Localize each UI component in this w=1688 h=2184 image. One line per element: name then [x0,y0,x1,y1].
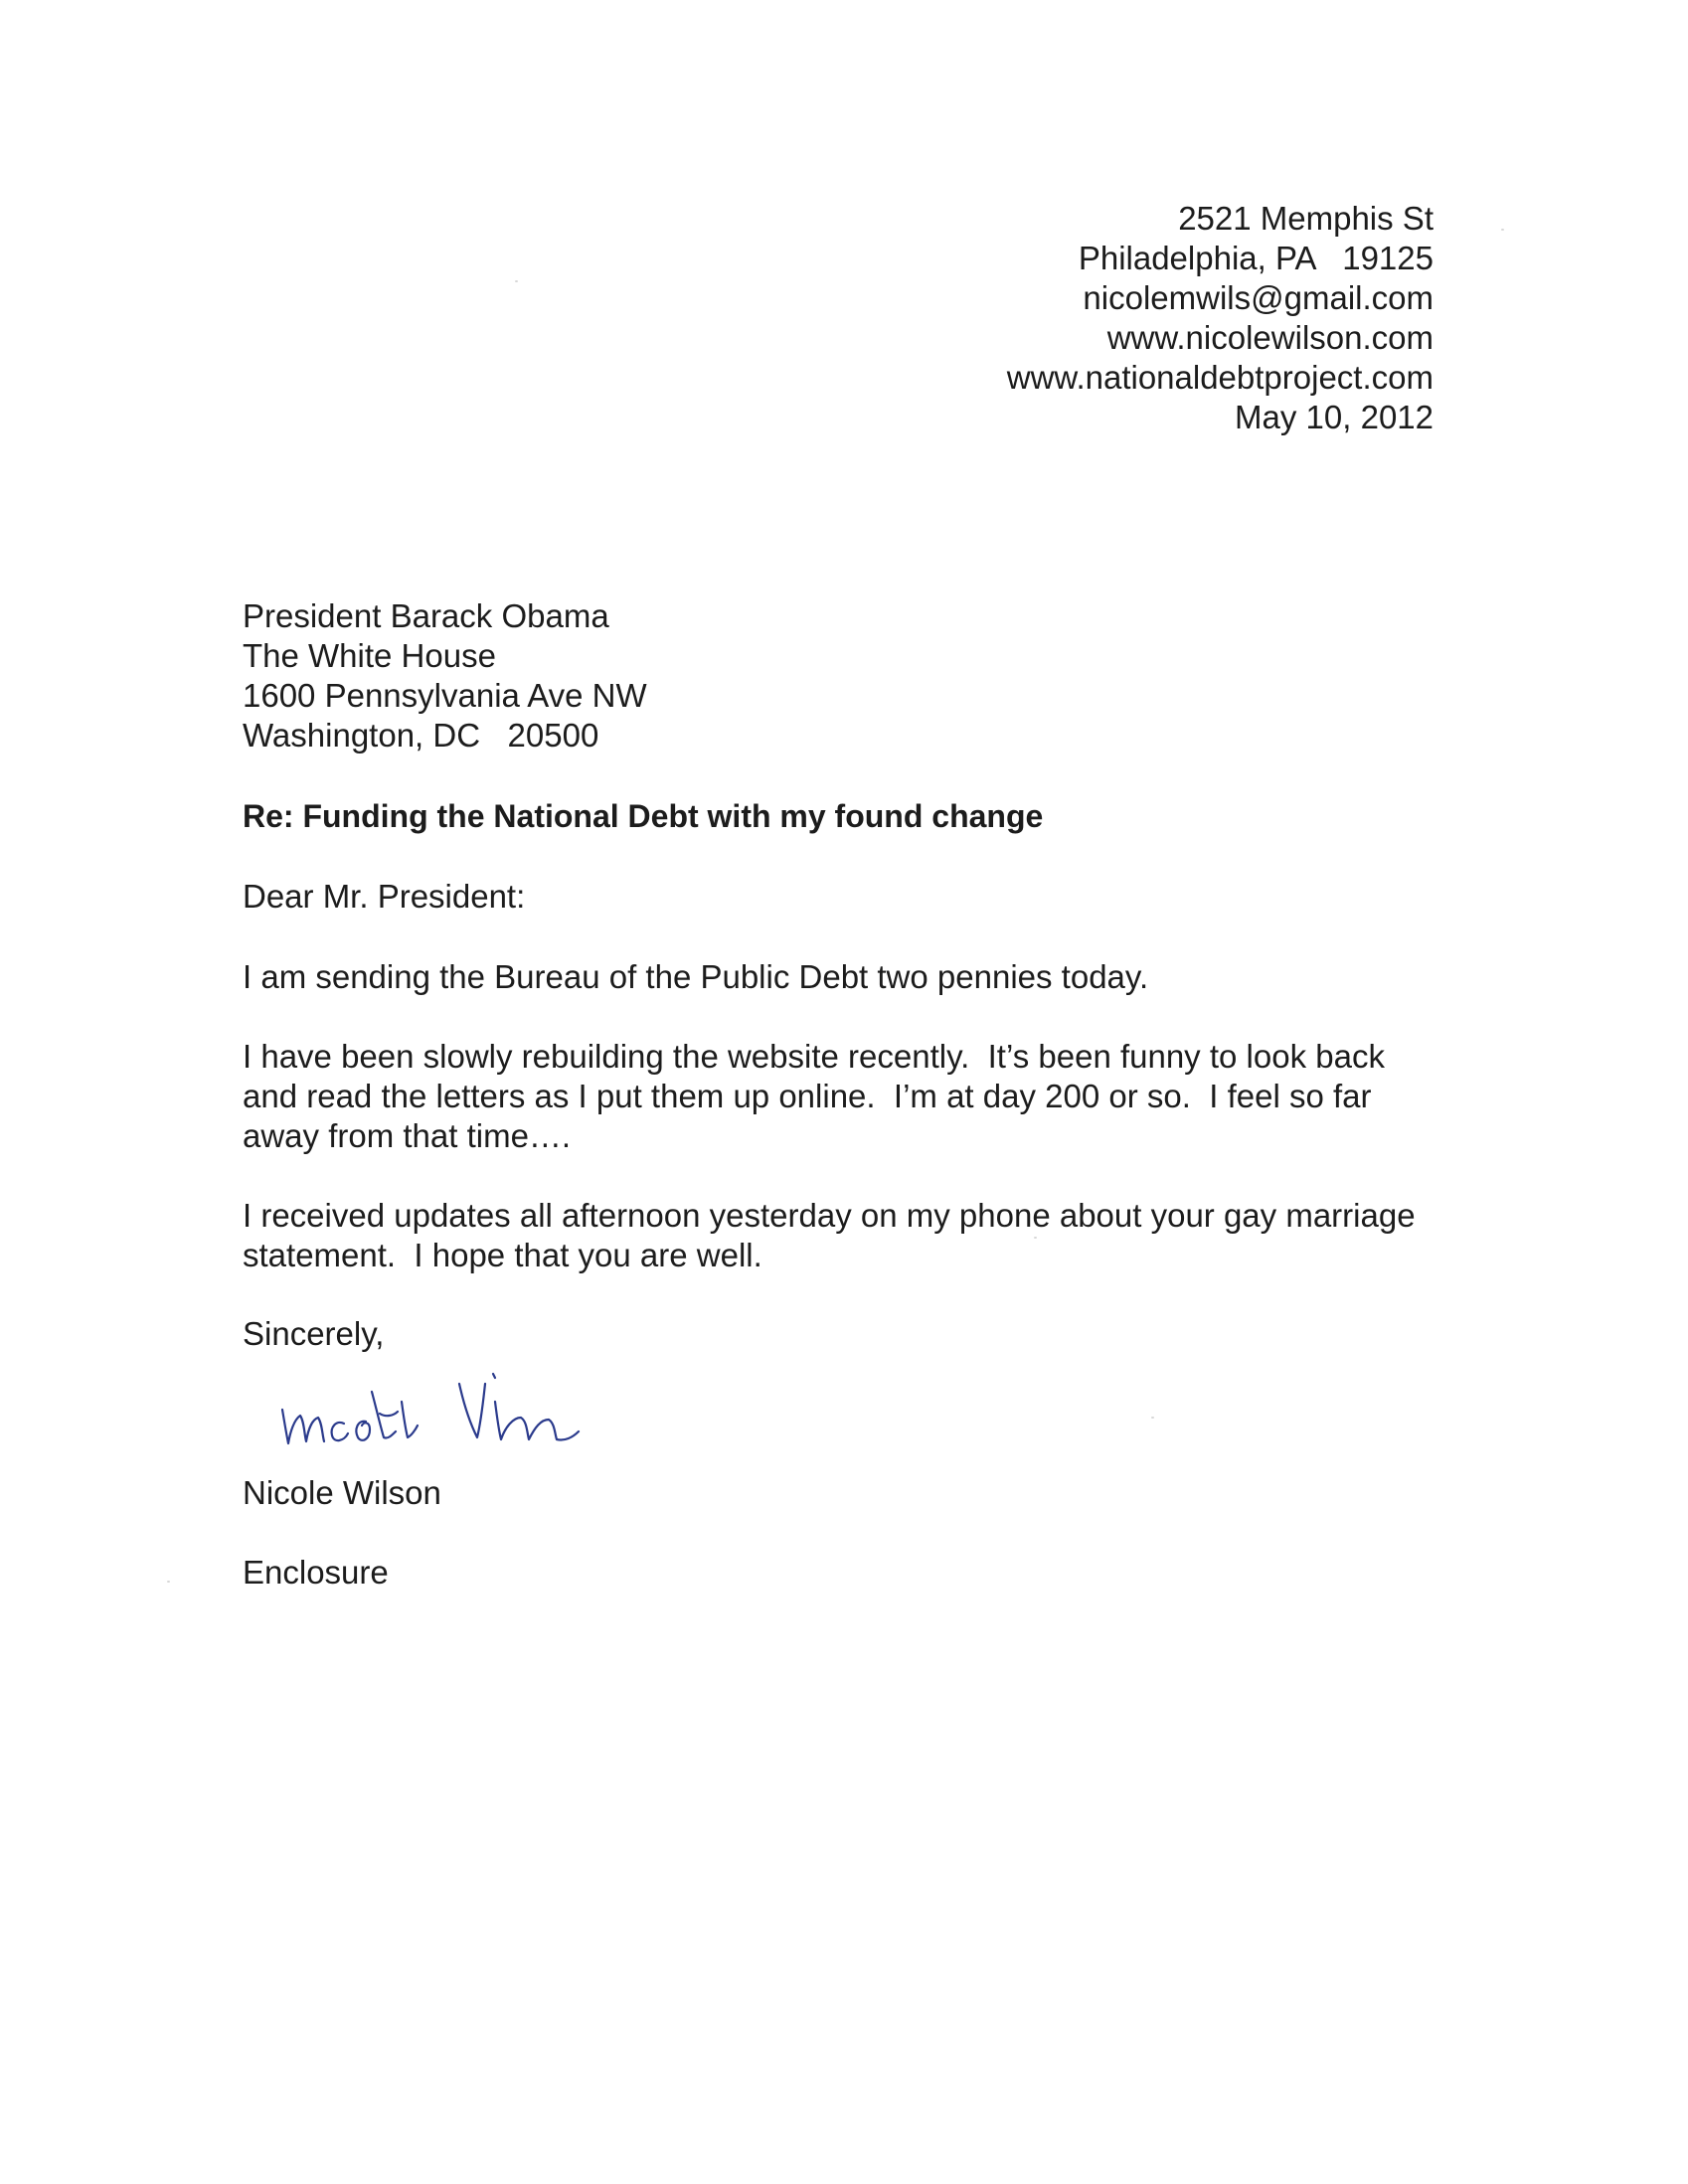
scan-speck [515,280,518,282]
body-paragraph-1 [243,957,1435,997]
body-line: I received updates all afternoon yesterday on my phone about your gay marriage [243,1197,1416,1234]
body-line: and read the letters as I put them up online. I’m at day 200 or so. I feel so far [243,1078,1372,1114]
body-line: away from that time…. [243,1117,572,1154]
recipient-city-state-zip: Washington, DC 20500 [243,717,599,754]
body-line: I am sending the Bureau of the Public Debt two pennies today. [243,958,1149,995]
signer-name: Nicole Wilson [243,1474,441,1511]
sender-website-1: www.nicolewilson.com [1106,319,1434,356]
body-line: I have been slowly rebuilding the website recently. It’s been funny to look back [243,1038,1385,1075]
sender-address-block [1007,199,1434,437]
scan-speck [167,1581,170,1583]
recipient-street: 1600 Pennsylvania Ave NW [243,677,647,714]
sender-city-state-zip: Philadelphia, PA 19125 [1078,240,1434,276]
recipient-name: President Barack Obama [243,597,609,634]
sender-street: 2521 Memphis St [1178,200,1434,237]
body-line: statement. I hope that you are well. [243,1237,762,1273]
recipient-address-block [243,596,647,756]
sender-website-2: www.nationaldebtproject.com [1006,359,1434,396]
body-paragraph-3 [243,1196,1435,1275]
recipient-organization: The White House [243,637,496,674]
body-paragraph-2 [243,1037,1435,1156]
scan-speck [1034,1237,1037,1239]
salutation: Dear Mr. President: [243,878,526,915]
sender-email: nicolemwils@gmail.com [1083,279,1434,316]
subject-line: Re: Funding the National Debt with my found change [243,798,1044,834]
scan-speck [1501,229,1504,231]
handwritten-signature [274,1362,642,1461]
enclosure-note: Enclosure [243,1554,389,1591]
scan-speck [1151,1417,1154,1419]
closing: Sincerely, [243,1315,385,1352]
letter-date: May 10, 2012 [1235,399,1434,435]
